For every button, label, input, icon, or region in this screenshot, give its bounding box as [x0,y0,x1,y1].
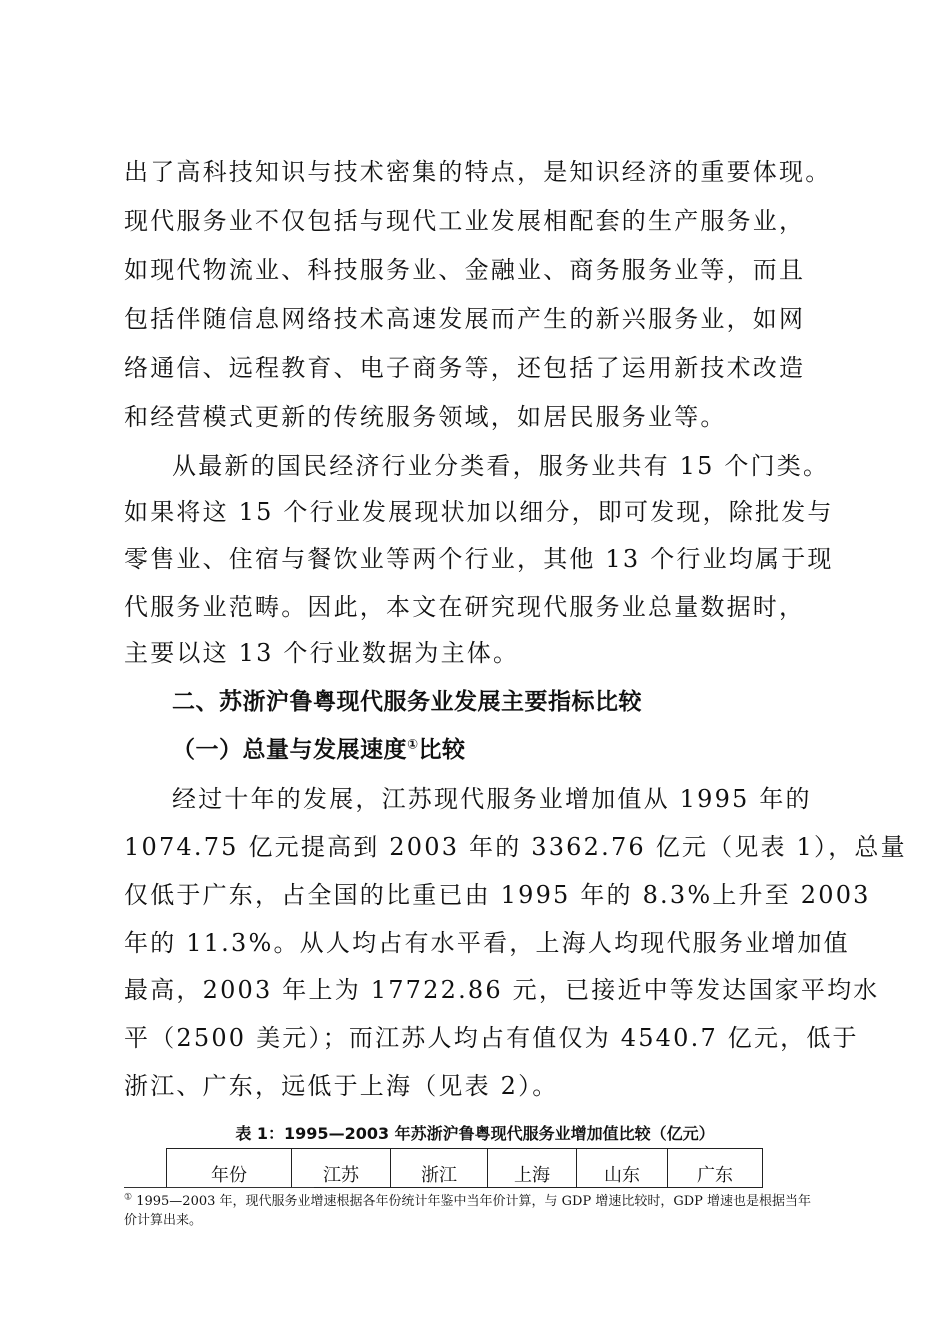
body-text-line: 仅低于广东，占全国的比重已由 1995 年的 8.3%上升至 2003 [124,881,871,909]
table-header-row [167,1149,763,1188]
body-text-line: 最高，2003 年上为 17722.86 元，已接近中等发达国家平均水 [124,976,880,1004]
footnote [124,1192,814,1230]
body-text-line: 主要以这 13 个行业数据为主体。 [124,639,520,667]
footnote-separator [124,1187,314,1188]
subsection-heading-text: （一）总量与发展速度 [172,737,407,763]
table-header-cell: 上海 [488,1149,577,1188]
footnote-mark: ① [124,1192,133,1203]
subsection-heading-tail: 比较 [418,737,466,763]
body-text-line: 零售业、住宿与餐饮业等两个行业，其他 13 个行业均属于现 [124,545,834,573]
body-text-line: 包括伴随信息网络技术高速发展而产生的新兴服务业，如网 [124,305,806,333]
footnote-reference-mark: ① [407,737,419,753]
table-header-cell: 江苏 [292,1149,391,1188]
body-text-line: 如果将这 15 个行业发展现状加以细分，即可发现，除批发与 [124,498,834,526]
body-text-line: 平（2500 美元）；而江苏人均占有值仅为 4540.7 亿元，低于 [124,1024,859,1052]
table-header-cell: 年份 [167,1149,292,1188]
table-header-cell: 浙江 [391,1149,488,1188]
table-header-cell: 山东 [577,1149,668,1188]
body-text-line: 络通信、远程教育、电子商务等，还包括了运用新技术改造 [124,354,806,382]
table-caption: 表 1：1995—2003 年苏浙沪鲁粤现代服务业增加值比较（亿元） [235,1124,715,1143]
body-text-line: 从最新的国民经济行业分类看，服务业共有 15 个门类。 [172,452,830,480]
body-text-line: 年的 11.3%。从人均占有水平看，上海人均现代服务业增加值 [124,929,850,957]
data-table [166,1148,763,1188]
body-text-line: 代服务业范畴。因此，本文在研究现代服务业总量数据时， [124,593,806,621]
body-text-line: 如现代物流业、科技服务业、金融业、商务服务业等，而且 [124,256,806,284]
subsection-heading [172,735,466,765]
body-text-line: 浙江、广东，远低于上海（见表 2）。 [124,1072,559,1100]
body-text-line: 和经营模式更新的传统服务领域，如居民服务业等。 [124,403,727,431]
table-header-cell: 广东 [668,1149,763,1188]
body-text-line: 1074.75 亿元提高到 2003 年的 3362.76 亿元（见表 1），总量 [124,833,907,861]
body-text-line: 出了高科技知识与技术密集的特点，是知识经济的重要体现。 [124,158,832,186]
body-text-line: 经过十年的发展，江苏现代服务业增加值从 1995 年的 [172,785,812,813]
section-heading: 二、苏浙沪鲁粤现代服务业发展主要指标比较 [172,689,642,715]
body-text-line: 现代服务业不仅包括与现代工业发展相配套的生产服务业， [124,207,806,235]
footnote-text: 1995—2003 年，现代服务业增速根据各年份统计年鉴中当年价计算，与 GDP 增速比较时，GDP 增速也是根据当年价计算出来。 [124,1194,812,1228]
